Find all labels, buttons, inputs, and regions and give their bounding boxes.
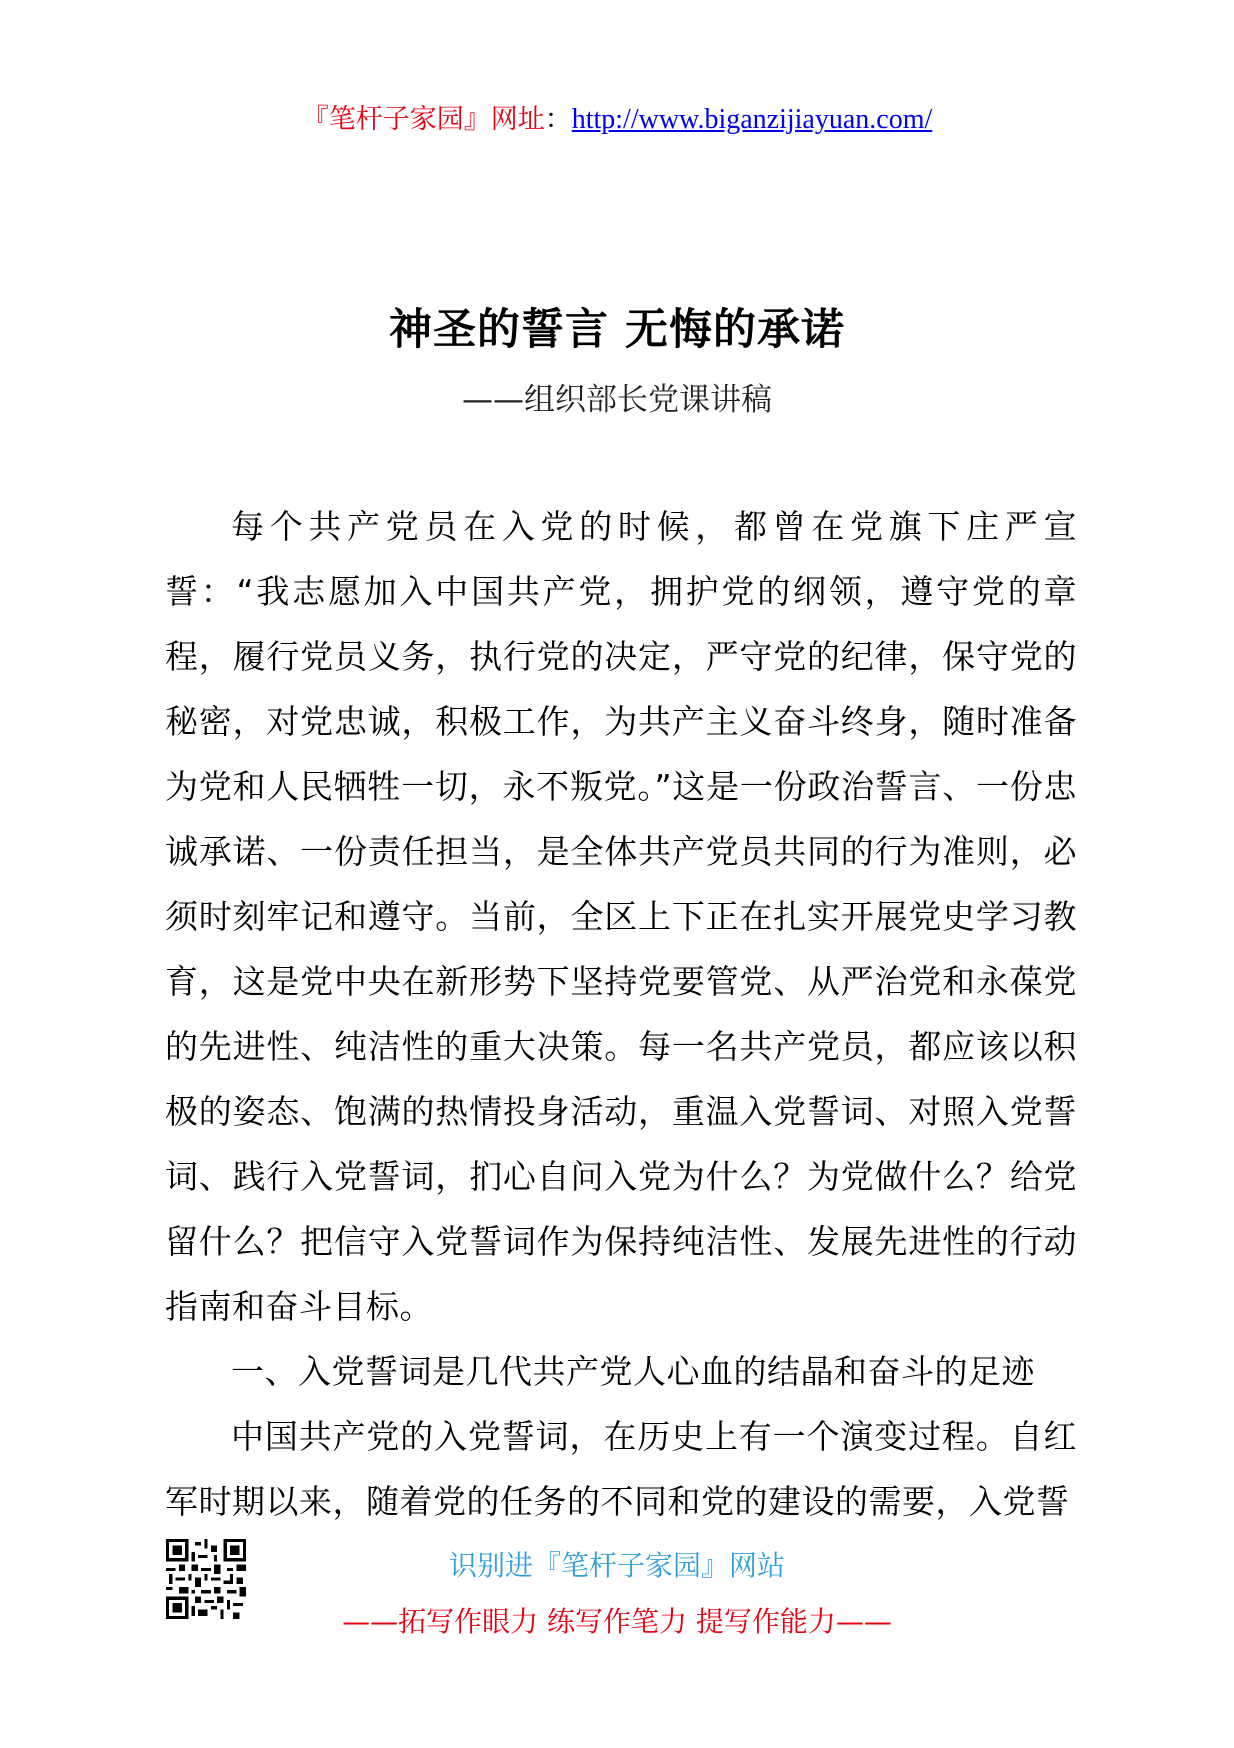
document-subtitle: ——组织部长党课讲稿: [462, 382, 772, 418]
footer-slogan: ——拓写作眼力 练写作笔力 提写作能力——: [342, 1605, 892, 1638]
site-url-link[interactable]: http://www.biganzijiayuan.com/: [571, 104, 933, 135]
header-colon: ：: [544, 104, 572, 135]
site-brand: 『笔杆子家园』网址: [301, 104, 545, 135]
paragraph: 每个共产党员在入党的时候，都曾在党旗下庄严宣誓：“我志愿加入中国共产党，拥护党的纲领，遵守党的章程，履行党员义务，执行党的决定，严守党的纪律，保守党的秘密，对党忠诚，积极工作，为共产主义奋斗终身，随时准备为党和人民牺牲一切，永不叛党。”这是一份政治誓言、一份忠诚承诺、一份责任担当，是全体共产党员共同的行为准则，必须时刻牢记和遵守。当前，全区上下正在扎实开展党史学习教育，这是党中央在新形势下坚持党要管党、从严治党和永葆党的先进性、纯洁性的重大决策。每一名共产党员，都应该以积极的姿态、饱满的热情投身活动，重温入党誓词、对照入党誓词、践行入党誓词，扪心自问入党为什么？为党做什么？给党留什么？把信守入党誓词作为保持纯洁性、发展先进性的行动指南和奋斗目标。: [165, 507, 1077, 1326]
site-header: [0, 100, 1234, 140]
document-title: 神圣的誓言 无悔的承诺: [389, 305, 845, 355]
paragraph: 中国共产党的入党誓词，在历史上有一个演变过程。自红军时期以来，随着党的任务的不同和党的建设的需要，入党誓: [165, 1417, 1077, 1521]
section-heading: 一、入党誓词是几代共产党人心血的结晶和奋斗的足迹: [231, 1352, 1035, 1391]
document-body: [165, 494, 1077, 1534]
footer-site-prompt: 识别进『笔杆子家园』网站: [448, 1549, 785, 1582]
